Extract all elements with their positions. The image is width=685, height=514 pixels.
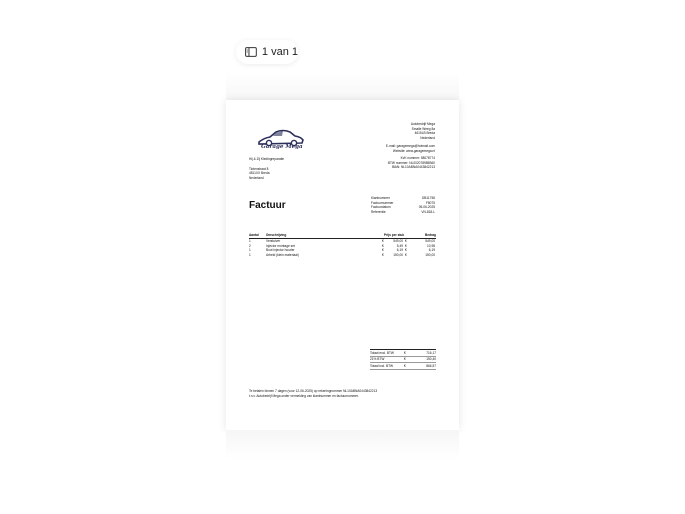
sender-contact: E-mail: garagemega@hotmail.com Website: www.garagemega.nl KvK nummer: 58078774 BTW nummer: NL002078985B60 IBAN: NL10ABNA0443842213 bbox=[385, 144, 435, 170]
previous-page-shadow bbox=[226, 72, 459, 100]
invoice-meta: Klantnummer DB11756 Factuurnummer F8075 Factuurdatum 05-06-2025 Referentie VN-818-L bbox=[371, 196, 435, 214]
table-row: 2 Injector montage set € 5,49 € 10,98 bbox=[249, 243, 435, 248]
page-indicator[interactable] bbox=[236, 40, 298, 64]
invoice-page bbox=[226, 100, 459, 430]
total-row: Totaal incl. BTW € 866,57 bbox=[370, 363, 436, 370]
client-name: Hij & Zij Kledingreparatie bbox=[249, 157, 285, 161]
logo-text: Garage Mega bbox=[261, 144, 303, 150]
client-address: Hij & Zij Kledingreparatie Tiotenstraat 8 4811XX Breda Nederland bbox=[249, 157, 285, 180]
next-page-shadow bbox=[226, 430, 459, 460]
table-row: 1 Bout injector houder € 6,19 € 6,19 bbox=[249, 248, 435, 253]
line-items-table bbox=[249, 233, 436, 257]
table-row: 1 Arbeid (klein materiaal) € 150,00 € 150,00 bbox=[249, 252, 435, 257]
totals-block bbox=[370, 349, 436, 370]
table-row: 1 Verstuiver € 549,00 € 549,00 bbox=[249, 239, 435, 244]
sidebar-icon[interactable] bbox=[245, 47, 257, 57]
sender-address: Autobedrijf Mega Smalle Weeg 8a 4615LB Breda Nederland bbox=[410, 122, 435, 140]
table-header: Aantal Omschrijving Prijs per stuk Bedrag bbox=[249, 233, 436, 239]
total-row: 21% BTW € 150,40 bbox=[370, 357, 436, 364]
total-row: Totaal excl. BTW € 716,17 bbox=[370, 350, 436, 357]
payment-note: Te betalen binnen 7 dagen (voor 12-06-2025) op rekeningnummer NL10ABNA0443842213 t.n.v. Autobedrijf Mega onder vermelding van klantnummer en factuurnummer. bbox=[249, 389, 378, 398]
page-indicator-label: 1 van 1 bbox=[261, 46, 298, 58]
invoice-title: Factuur bbox=[249, 200, 286, 211]
